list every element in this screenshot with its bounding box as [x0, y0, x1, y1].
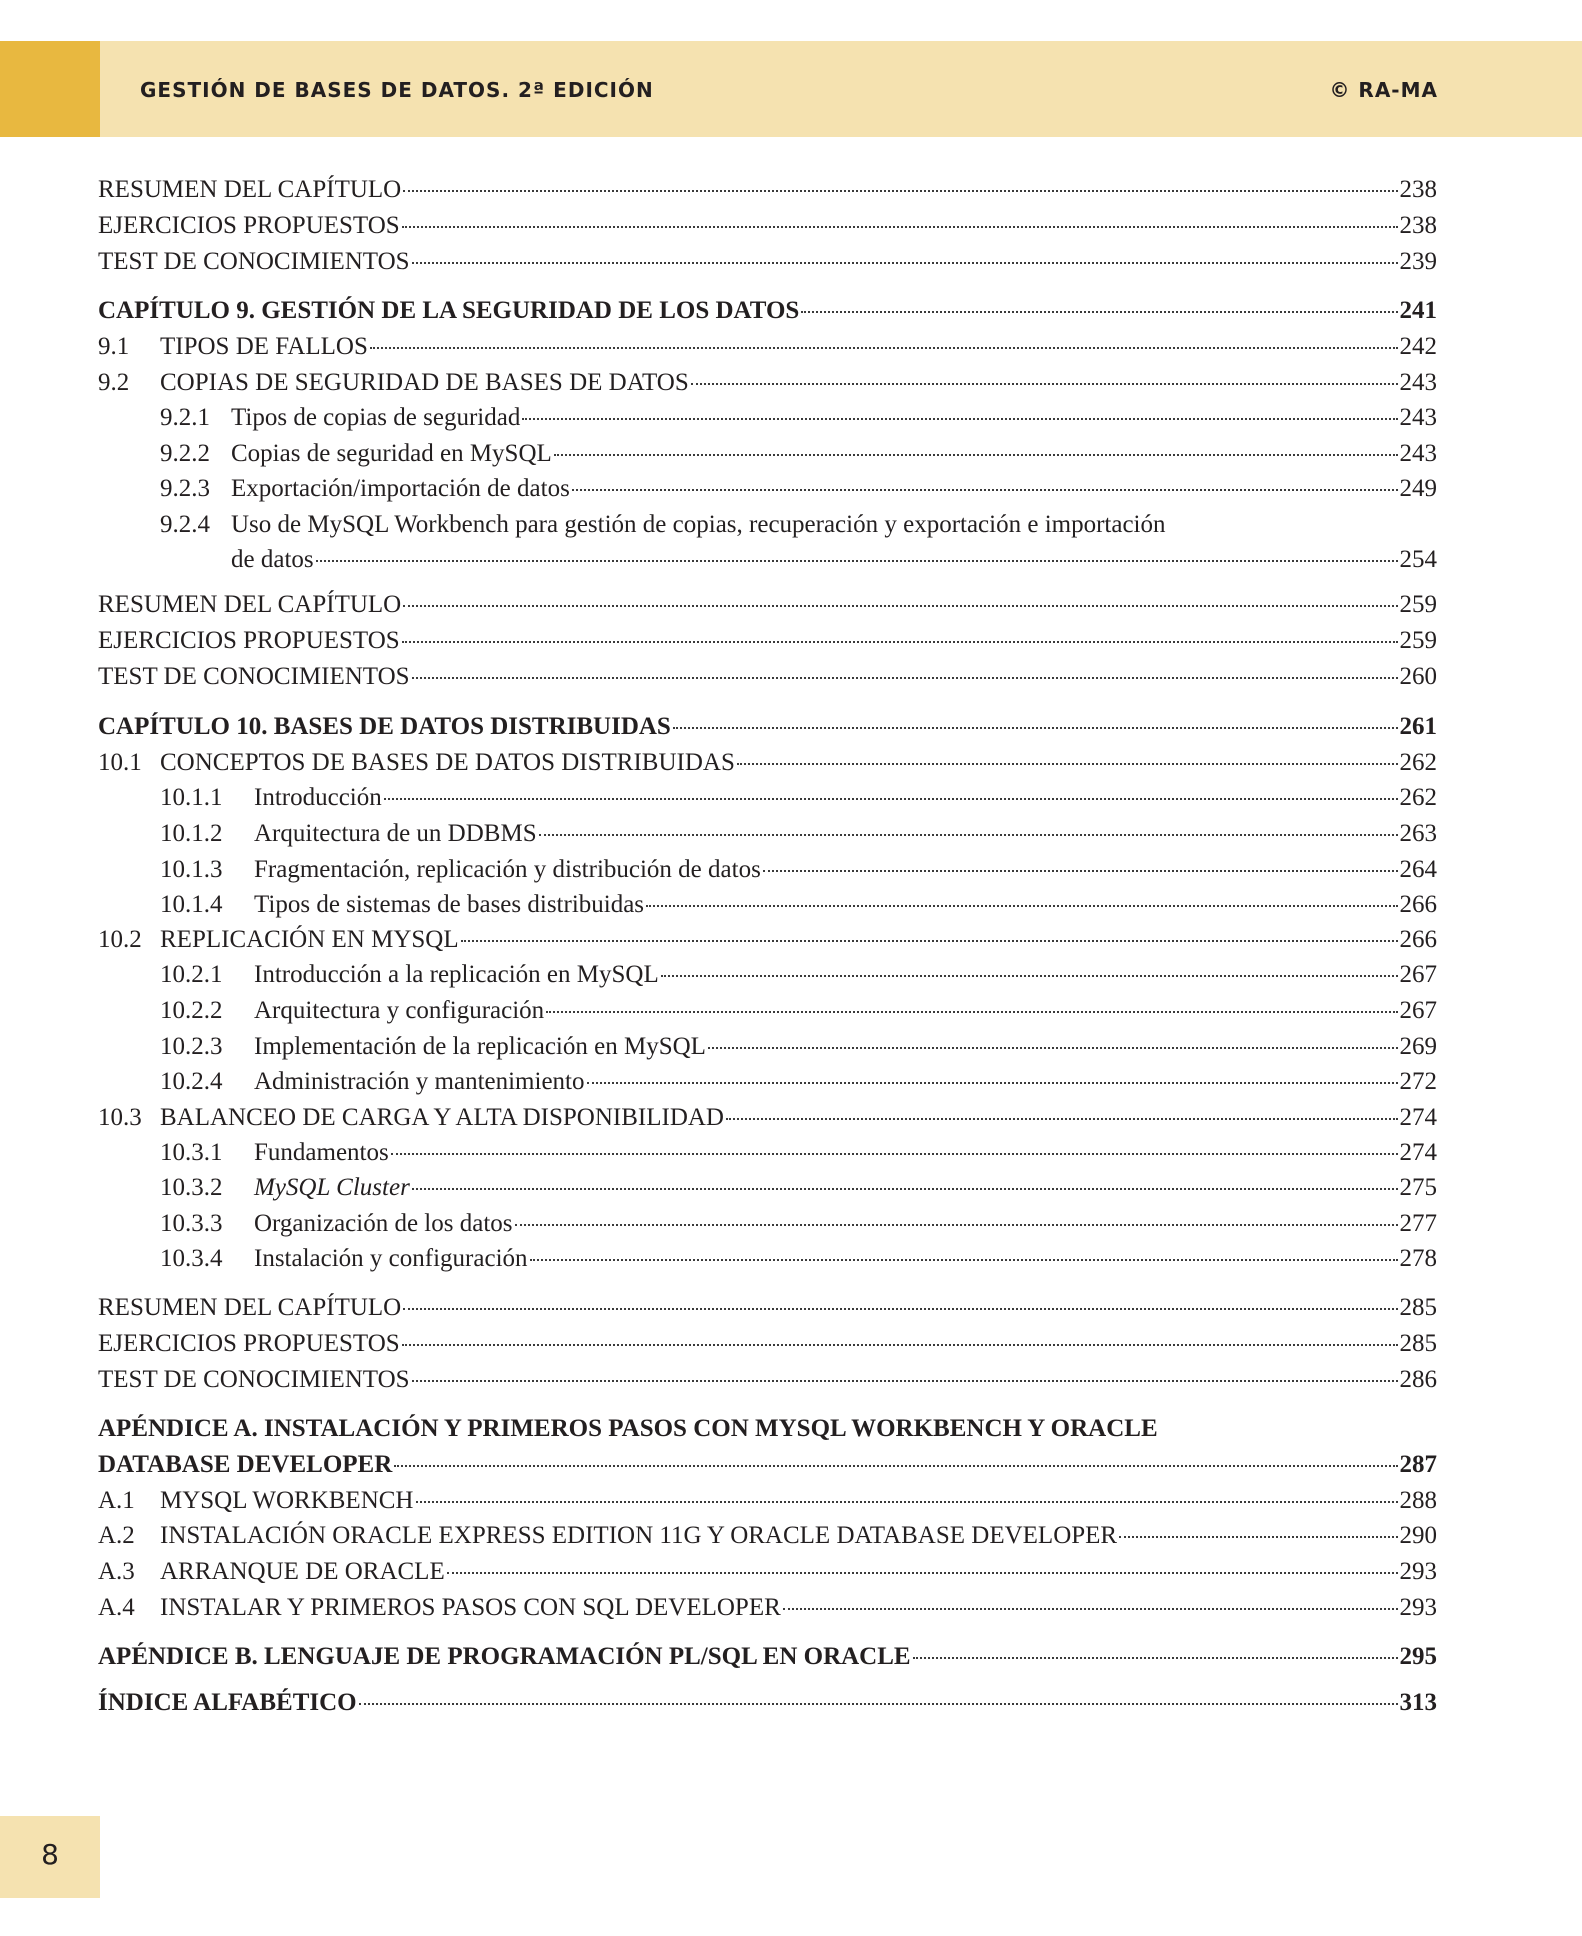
toc-chapter-entry: [98, 1641, 1437, 1673]
toc-entry-page: 238: [1399, 212, 1437, 239]
toc-entry-number: 9.2.4: [160, 511, 210, 538]
dot-leader: [587, 1082, 1398, 1084]
toc-entry: [160, 889, 1437, 921]
toc-entry: [160, 1031, 1437, 1063]
toc-entry-number: 9.2: [98, 369, 130, 396]
toc-entry: [98, 174, 1437, 206]
toc-entry-label: Introducción a la replicación en MySQL: [254, 961, 659, 988]
toc-entry-page: 285: [1399, 1330, 1437, 1357]
toc-entry-page: 266: [1399, 891, 1437, 918]
toc-entry: [98, 1520, 1437, 1552]
dot-leader: [412, 1380, 1398, 1382]
toc-entry-label: Organización de los datos: [254, 1210, 513, 1237]
toc-entry: [98, 589, 1437, 621]
toc-entry: [98, 1328, 1437, 1360]
toc-entry-page: 272: [1399, 1068, 1437, 1095]
toc-entry-number: 9.2.3: [160, 475, 210, 502]
toc-entry-label: CAPÍTULO 10. BASES DE DATOS DISTRIBUIDAS: [98, 713, 671, 740]
toc-entry: [98, 246, 1437, 278]
toc-entry-label: Administración y mantenimiento: [254, 1068, 585, 1095]
toc-entry-page: 241: [1399, 297, 1437, 324]
toc-entry-label: CAPÍTULO 9. GESTIÓN DE LA SEGURIDAD DE LOS DATOS: [98, 297, 800, 324]
toc-entry-page: 242: [1399, 333, 1437, 360]
toc-entry: [160, 1137, 1437, 1169]
dot-leader: [539, 834, 1398, 836]
dot-leader: [783, 1608, 1398, 1610]
dot-leader: [737, 763, 1398, 765]
dot-leader: [461, 940, 1398, 942]
dot-leader: [394, 1465, 1397, 1467]
toc-entry-page: 266: [1399, 926, 1437, 953]
dot-leader: [412, 262, 1398, 264]
dot-leader: [554, 454, 1398, 456]
toc-entry-label: Implementación de la replicación en MySQL: [254, 1033, 706, 1060]
toc-entry: [160, 1208, 1437, 1240]
toc-entry: [98, 625, 1437, 657]
toc-entry-label: TIPOS DE FALLOS: [160, 333, 368, 360]
toc-entry-label: ARRANQUE DE ORACLE: [160, 1558, 445, 1585]
toc-entry-page: 285: [1399, 1294, 1437, 1321]
toc-entry-number: 10.3.1: [160, 1139, 223, 1166]
toc-entry-page: 290: [1399, 1522, 1437, 1549]
dot-leader: [572, 489, 1398, 491]
toc-entry: [160, 1243, 1437, 1275]
toc-entry-label: REPLICACIÓN EN MYSQL: [160, 926, 459, 953]
dot-leader: [402, 1344, 1398, 1346]
toc-entry-page: 295: [1399, 1643, 1437, 1670]
toc-entry-label: MYSQL WORKBENCH: [160, 1487, 414, 1514]
toc-entry-page: 243: [1399, 369, 1437, 396]
toc-entry-continuation: [98, 1449, 1437, 1481]
toc-entry-label: ÍNDICE ALFABÉTICO: [98, 1689, 357, 1716]
toc-entry: [98, 1485, 1437, 1517]
dot-leader: [546, 1011, 1397, 1013]
toc-entry: [160, 402, 1437, 434]
toc-entry: [160, 509, 1166, 541]
toc-entry: [98, 1592, 1437, 1624]
toc-entry-page: 238: [1399, 176, 1437, 203]
toc-entry: [160, 473, 1437, 505]
toc-entry-label: Instalación y configuración: [254, 1245, 528, 1272]
toc-entry-page: 243: [1399, 440, 1437, 467]
toc-entry-label: APÉNDICE A. INSTALACIÓN Y PRIMEROS PASOS CON MYSQL WORKBENCH Y ORACLE: [98, 1415, 1158, 1442]
book-title: GESTIÓN DE BASES DE DATOS. 2ª EDICIÓN: [140, 78, 654, 102]
toc-entry-page: 313: [1399, 1689, 1437, 1716]
dot-leader: [673, 727, 1398, 729]
dot-leader: [913, 1657, 1398, 1659]
toc-entry: [98, 367, 1437, 399]
dot-leader: [403, 605, 1397, 607]
toc-entry: [160, 818, 1437, 850]
toc-entry-label: Copias de seguridad en MySQL: [231, 440, 552, 467]
toc-entry-label: INSTALAR Y PRIMEROS PASOS CON SQL DEVELOPER: [160, 1594, 781, 1621]
toc-entry-label: INSTALACIÓN ORACLE EXPRESS EDITION 11G Y ORACLE DATABASE DEVELOPER: [160, 1522, 1118, 1549]
toc-entry-number: 10.2: [98, 926, 142, 953]
toc-entry-page: 263: [1399, 820, 1437, 847]
toc-entry-number: 10.1.2: [160, 820, 223, 847]
toc-entry-page: 293: [1399, 1558, 1437, 1585]
toc-entry-label: Fundamentos: [254, 1139, 389, 1166]
dot-leader: [1119, 1536, 1397, 1538]
dot-leader: [530, 1259, 1398, 1261]
toc-entry-page: 288: [1399, 1487, 1437, 1514]
toc-entry-label: Tipos de sistemas de bases distribuidas: [254, 891, 645, 918]
toc-entry-label: Arquitectura de un DDBMS: [254, 820, 537, 847]
dot-leader: [801, 311, 1397, 313]
dot-leader: [384, 798, 1398, 800]
toc-entry: [160, 438, 1437, 470]
toc-entry-page: 267: [1399, 961, 1437, 988]
toc-entry-page: 287: [1399, 1451, 1437, 1478]
toc-entry-page: 278: [1399, 1245, 1437, 1272]
toc-entry: [98, 210, 1437, 242]
toc-entry-label: Introducción: [254, 784, 382, 811]
dot-leader: [402, 226, 1398, 228]
toc-entry: [160, 854, 1437, 886]
toc-entry-continuation: [231, 544, 1437, 576]
toc-entry-label: APÉNDICE B. LENGUAJE DE PROGRAMACIÓN PL/SQL EN ORACLE: [98, 1643, 911, 1670]
toc-entry-number: A.4: [98, 1594, 135, 1621]
dot-leader: [359, 1703, 1398, 1705]
page-number: 8: [41, 1838, 59, 1871]
toc-entry-label: Tipos de copias de seguridad: [231, 404, 521, 431]
toc-chapter-entry: [98, 711, 1437, 743]
toc-entry-number: 10.1.3: [160, 856, 223, 883]
toc-entry-number: 10.1.4: [160, 891, 223, 918]
dot-leader: [691, 383, 1398, 385]
toc-entry-label: BALANCEO DE CARGA Y ALTA DISPONIBILIDAD: [160, 1104, 724, 1131]
toc-entry: [160, 1172, 1437, 1204]
toc-entry-page: 274: [1399, 1104, 1437, 1131]
toc-entry: [98, 1102, 1437, 1134]
toc-entry-number: 10.2.4: [160, 1068, 223, 1095]
dot-leader: [412, 1188, 1398, 1190]
toc-entry-page: 274: [1399, 1139, 1437, 1166]
toc-entry-number: 10.1.1: [160, 784, 223, 811]
toc-entry-label: Uso de MySQL Workbench para gestión de copias, recuperación y exportación e importación: [231, 511, 1166, 538]
toc-entry-page: 264: [1399, 856, 1437, 883]
toc-entry: [98, 1413, 1158, 1445]
toc-entry: [160, 995, 1437, 1027]
dot-leader: [316, 560, 1398, 562]
toc-entry-number: 10.3.3: [160, 1210, 223, 1237]
toc-entry: [98, 661, 1437, 693]
toc-entry-label: COPIAS DE SEGURIDAD DE BASES DE DATOS: [160, 369, 689, 396]
dot-leader: [403, 190, 1397, 192]
dot-leader: [763, 870, 1398, 872]
toc-entry-label: TEST DE CONOCIMIENTOS: [98, 1366, 410, 1393]
toc-entry-label: TEST DE CONOCIMIENTOS: [98, 663, 410, 690]
dot-leader: [708, 1047, 1398, 1049]
toc-entry-number: 9.2.1: [160, 404, 210, 431]
toc-entry-number: 10.1: [98, 749, 142, 776]
dot-leader: [515, 1224, 1398, 1226]
dot-leader: [726, 1118, 1398, 1120]
toc-entry-page: 239: [1399, 248, 1437, 275]
toc-entry: [98, 747, 1437, 779]
toc-entry-number: 10.2.1: [160, 961, 223, 988]
toc-chapter-entry: [98, 1687, 1437, 1719]
toc-entry: [98, 1364, 1437, 1396]
dot-leader: [646, 905, 1397, 907]
toc-entry-label: CONCEPTOS DE BASES DE DATOS DISTRIBUIDAS: [160, 749, 735, 776]
dot-leader: [391, 1153, 1398, 1155]
toc-entry-page: 243: [1399, 404, 1437, 431]
toc-entry-number: 10.2.2: [160, 997, 223, 1024]
toc-entry-number: 9.2.2: [160, 440, 210, 467]
toc-chapter-entry: [98, 295, 1437, 327]
toc-entry-number: 10.3.2: [160, 1174, 223, 1201]
toc-entry-page: 286: [1399, 1366, 1437, 1393]
toc-entry-label: MySQL Cluster: [254, 1174, 410, 1201]
toc-entry-number: 10.3: [98, 1104, 142, 1131]
toc-entry: [98, 1556, 1437, 1588]
toc-entry-page: 269: [1399, 1033, 1437, 1060]
dot-leader: [370, 347, 1398, 349]
toc-entry-number: A.2: [98, 1522, 135, 1549]
toc-entry-page: 260: [1399, 663, 1437, 690]
toc-entry-label: RESUMEN DEL CAPÍTULO: [98, 1294, 402, 1321]
toc-entry-page: 262: [1399, 749, 1437, 776]
toc-entry-number: 10.2.3: [160, 1033, 223, 1060]
toc-entry-number: A.1: [98, 1487, 135, 1514]
header-accent-tab: [0, 41, 100, 137]
dot-leader: [402, 641, 1398, 643]
toc-entry: [98, 924, 1437, 956]
dot-leader: [416, 1501, 1398, 1503]
toc-entry-label: Arquitectura y configuración: [254, 997, 545, 1024]
toc-entry-page: 259: [1399, 627, 1437, 654]
toc-entry-label: Fragmentación, replicación y distribución de datos: [254, 856, 761, 883]
toc-entry-number: 9.1: [98, 333, 130, 360]
dot-leader: [447, 1572, 1398, 1574]
toc-entry-page: 259: [1399, 591, 1437, 618]
toc-entry-page: 254: [1399, 546, 1437, 573]
toc-entry-label: RESUMEN DEL CAPÍTULO: [98, 591, 402, 618]
toc-entry: [160, 782, 1437, 814]
toc-entry-label-continuation: DATABASE DEVELOPER: [98, 1451, 393, 1478]
toc-entry-page: 275: [1399, 1174, 1437, 1201]
toc-entry-page: 249: [1399, 475, 1437, 502]
dot-leader: [403, 1308, 1397, 1310]
toc-entry-page: 262: [1399, 784, 1437, 811]
dot-leader: [412, 677, 1398, 679]
toc-entry-label: EJERCICIOS PROPUESTOS: [98, 212, 400, 239]
toc-entry-page: 267: [1399, 997, 1437, 1024]
toc-entry-page: 277: [1399, 1210, 1437, 1237]
toc-entry-label-continuation: de datos: [231, 546, 314, 573]
toc-entry-label: Exportación/importación de datos: [231, 475, 570, 502]
toc-entry-label: RESUMEN DEL CAPÍTULO: [98, 176, 402, 203]
toc-entry-label: EJERCICIOS PROPUESTOS: [98, 1330, 400, 1357]
toc-entry: [160, 1066, 1437, 1098]
toc-entry-number: 10.3.4: [160, 1245, 223, 1272]
toc-entry-label: TEST DE CONOCIMIENTOS: [98, 248, 410, 275]
toc-entry: [160, 959, 1437, 991]
toc-entry-label: EJERCICIOS PROPUESTOS: [98, 627, 400, 654]
dot-leader: [522, 418, 1397, 420]
toc-entry-page: 293: [1399, 1594, 1437, 1621]
toc-entry-page: 261: [1399, 713, 1437, 740]
toc-entry: [98, 331, 1437, 363]
publisher-copyright: © RA-MA: [1329, 78, 1438, 102]
dot-leader: [661, 975, 1398, 977]
toc-entry-number: A.3: [98, 1558, 135, 1585]
toc-entry: [98, 1292, 1437, 1324]
